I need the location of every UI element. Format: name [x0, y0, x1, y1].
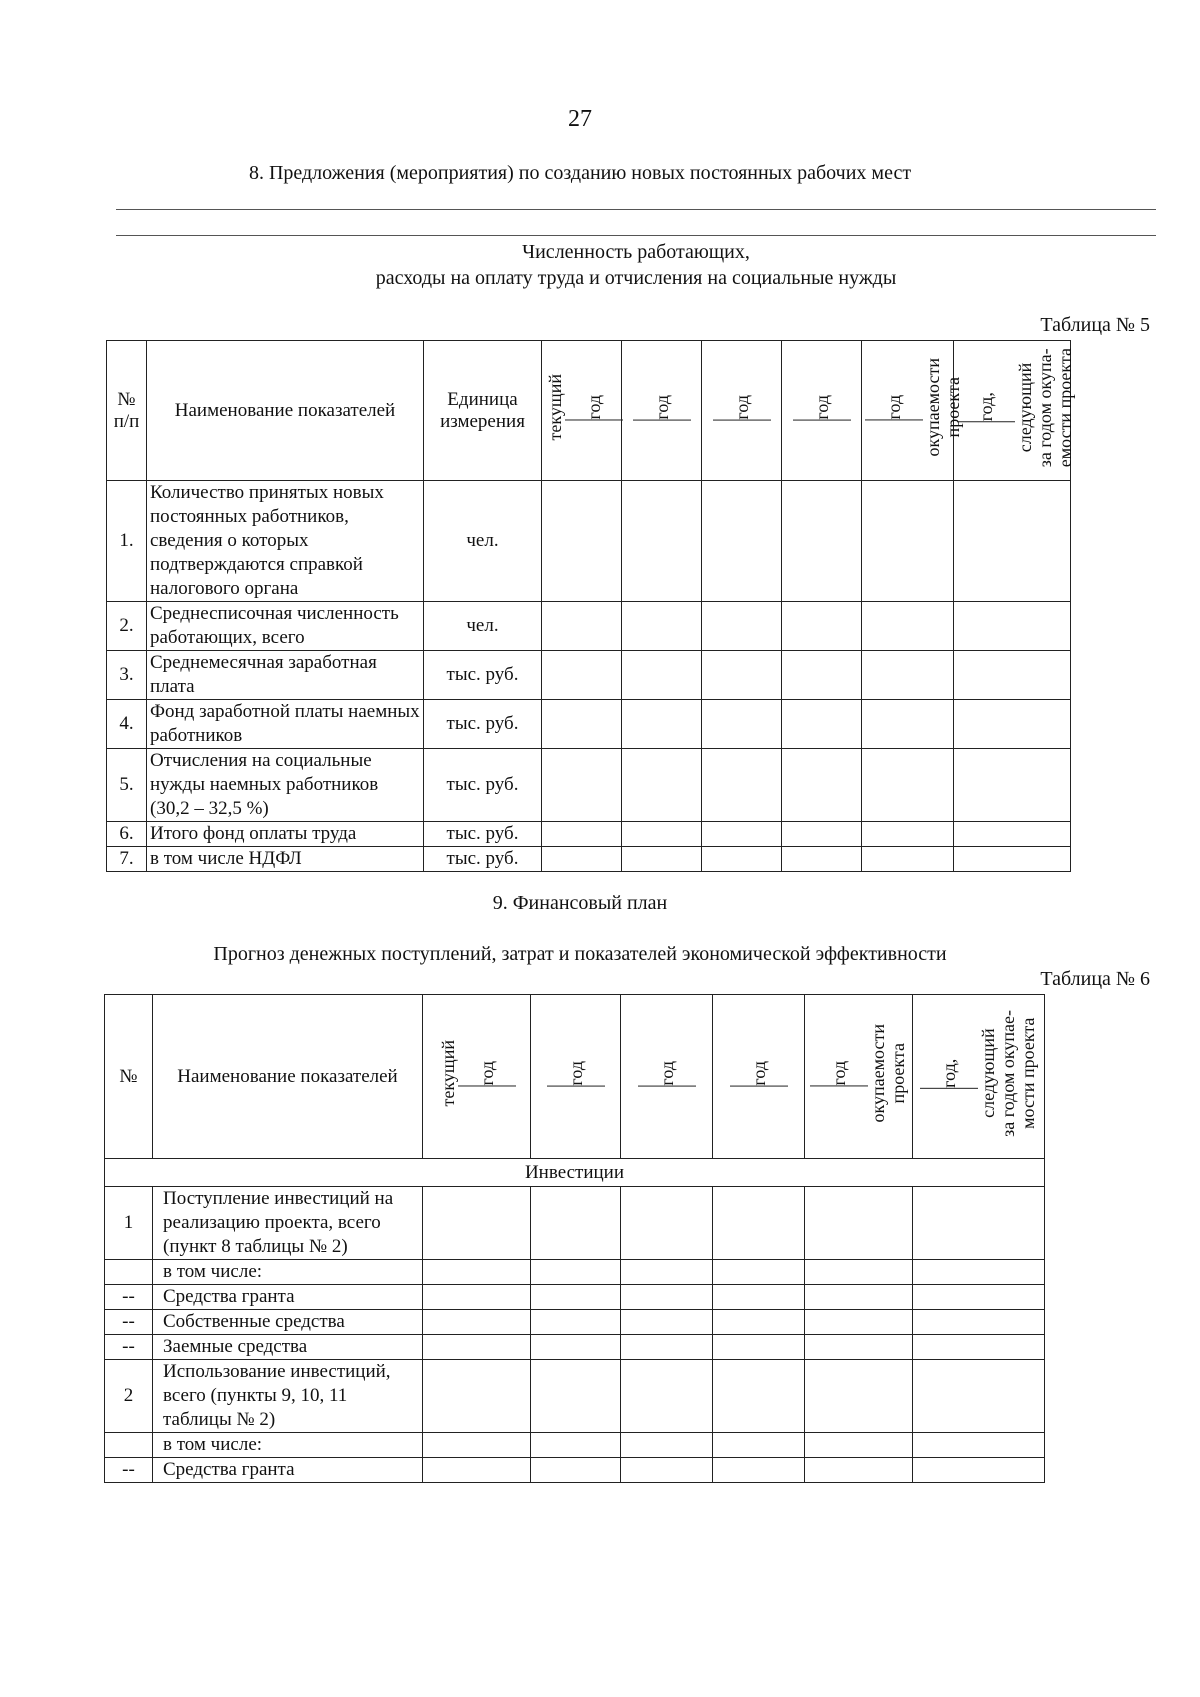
value-cell[interactable] [542, 847, 622, 872]
value-cell[interactable] [805, 1187, 913, 1260]
header-payback-project: проекта [887, 1043, 908, 1104]
value-cell[interactable] [713, 1260, 805, 1285]
value-cell[interactable] [954, 651, 1071, 700]
year-blank[interactable] [865, 419, 923, 420]
value-cell[interactable] [531, 1458, 621, 1483]
header-year-2 [531, 995, 621, 1159]
row-num: 6. [107, 822, 147, 847]
row-num: -- [105, 1458, 153, 1483]
row-num [105, 1433, 153, 1458]
table-row [105, 1310, 1045, 1335]
value-cell[interactable] [621, 1260, 713, 1285]
value-cell[interactable] [862, 700, 954, 749]
value-cell[interactable] [862, 481, 954, 602]
value-cell[interactable] [913, 1433, 1045, 1458]
row-num: -- [105, 1310, 153, 1335]
value-cell[interactable] [542, 602, 622, 651]
header-next-label-2: за годом окупае- [997, 1010, 1018, 1137]
header-next-year [913, 995, 1045, 1159]
value-cell[interactable] [782, 602, 862, 651]
value-cell[interactable] [805, 1310, 913, 1335]
row-name: Количество принятых новых постоянных работников, сведения о которых подтверждаются справкой налогового органа [147, 481, 424, 602]
value-cell[interactable] [542, 822, 622, 847]
value-cell[interactable] [702, 481, 782, 602]
header-next-year [954, 341, 1075, 481]
header-god-label: год [565, 1060, 586, 1086]
row-num: 4. [107, 700, 147, 749]
row-unit: чел. [424, 481, 542, 602]
row-name: Среднемесячная заработная плата [147, 651, 424, 700]
value-cell[interactable] [531, 1335, 621, 1360]
table-row [107, 749, 1071, 822]
table-row [105, 1458, 1045, 1483]
value-cell[interactable] [913, 1335, 1045, 1360]
value-cell[interactable] [782, 481, 862, 602]
value-cell[interactable] [805, 1360, 913, 1433]
table-5 [106, 340, 1075, 872]
row-unit: чел. [424, 602, 542, 651]
row-unit: тыс. руб. [424, 749, 542, 822]
table-6-caption: Прогноз денежных поступлений, затрат и показателей экономической эффективности [213, 943, 947, 965]
value-cell[interactable] [542, 651, 622, 700]
header-current-label: текущий [437, 1040, 458, 1107]
header-payback-year [862, 341, 963, 481]
group-investments: Инвестиции [105, 1159, 1045, 1187]
header-payback-god: год [884, 394, 904, 420]
header-god-label: год [748, 1060, 769, 1086]
value-cell[interactable] [913, 1187, 1045, 1260]
header-next-god: год, [938, 1058, 959, 1088]
value-cell[interactable] [423, 1260, 531, 1285]
row-name: Фонд заработной платы наемных работников [147, 700, 424, 749]
table-row [105, 1285, 1045, 1310]
value-cell[interactable] [423, 1335, 531, 1360]
row-num: 7. [107, 847, 147, 872]
row-name: в том числе НДФЛ [147, 847, 424, 872]
value-cell[interactable] [423, 1458, 531, 1483]
value-cell[interactable] [713, 1458, 805, 1483]
table-row [107, 651, 1071, 700]
fill-in-line-1 [116, 209, 1156, 210]
year-blank[interactable] [810, 1085, 868, 1086]
value-cell[interactable] [702, 700, 782, 749]
row-num: -- [105, 1335, 153, 1360]
row-unit: тыс. руб. [424, 700, 542, 749]
header-next-label-3: мости проекта [1017, 1017, 1038, 1130]
header-num: № п/п [107, 341, 147, 481]
value-cell[interactable] [531, 1360, 621, 1433]
value-cell[interactable] [531, 1285, 621, 1310]
value-cell[interactable] [542, 749, 622, 822]
row-num: 2 [105, 1360, 153, 1433]
header-name: Наименование показателей [147, 341, 424, 481]
value-cell[interactable] [805, 1458, 913, 1483]
header-year-3 [621, 995, 713, 1159]
value-cell[interactable] [862, 651, 954, 700]
row-name: Средства гранта [153, 1458, 423, 1483]
value-cell[interactable] [542, 700, 622, 749]
table-row [105, 1433, 1045, 1458]
value-cell[interactable] [621, 1433, 713, 1458]
value-cell[interactable] [713, 1310, 805, 1335]
header-name: Наименование показателей [153, 995, 423, 1159]
value-cell[interactable] [805, 1260, 913, 1285]
value-cell[interactable] [622, 602, 702, 651]
section-8-title: 8. Предложения (мероприятия) по созданию новых постоянных рабочих мест [248, 162, 912, 184]
value-cell[interactable] [782, 822, 862, 847]
value-cell[interactable] [531, 1260, 621, 1285]
table-row [107, 481, 1071, 602]
value-cell[interactable] [423, 1360, 531, 1433]
value-cell[interactable] [622, 481, 702, 602]
table-row [105, 1187, 1045, 1260]
header-next-label-3: емости проекта [1055, 347, 1075, 468]
value-cell[interactable] [862, 749, 954, 822]
value-cell[interactable] [954, 602, 1071, 651]
row-num [105, 1260, 153, 1285]
page-number: 27 [568, 106, 592, 132]
value-cell[interactable] [531, 1433, 621, 1458]
row-name: в том числе: [153, 1260, 423, 1285]
header-payback-label: окупаемости [867, 1024, 888, 1123]
value-cell[interactable] [805, 1335, 913, 1360]
fill-in-line-2 [116, 235, 1156, 236]
header-year-2 [622, 341, 702, 481]
row-name: Собственные средства [153, 1310, 423, 1335]
header-next-label: следующий [1015, 362, 1035, 453]
value-cell[interactable] [913, 1260, 1045, 1285]
value-cell[interactable] [954, 749, 1071, 822]
value-cell[interactable] [423, 1433, 531, 1458]
row-name: Отчисления на социальные нужды наемных работников (30,2 – 32,5 %) [147, 749, 424, 822]
header-current-year [542, 341, 622, 481]
row-name: Поступление инвестиций на реализацию проекта, всего (пункт 8 таблицы № 2) [153, 1187, 423, 1260]
value-cell[interactable] [531, 1310, 621, 1335]
value-cell[interactable] [954, 481, 1071, 602]
value-cell[interactable] [621, 1360, 713, 1433]
value-cell[interactable] [713, 1285, 805, 1310]
table-6 [104, 994, 1045, 1483]
value-cell[interactable] [702, 847, 782, 872]
header-next-label: следующий [977, 1028, 998, 1119]
row-num: 2. [107, 602, 147, 651]
table-row [107, 822, 1071, 847]
value-cell[interactable] [913, 1360, 1045, 1433]
value-cell[interactable] [702, 602, 782, 651]
header-year-4 [782, 341, 862, 481]
table-row [105, 1260, 1045, 1285]
header-god-label: год [731, 394, 752, 420]
value-cell[interactable] [862, 602, 954, 651]
row-num: 1 [105, 1187, 153, 1260]
row-name: Среднесписочная численность работающих, всего [147, 602, 424, 651]
value-cell[interactable] [622, 651, 702, 700]
value-cell[interactable] [622, 847, 702, 872]
table-row [105, 1335, 1045, 1360]
header-god-label: год [656, 1060, 677, 1086]
header-current-year [423, 995, 531, 1159]
header-payback-year [805, 995, 913, 1159]
row-num: 1. [107, 481, 147, 602]
value-cell[interactable] [862, 822, 954, 847]
header-year-3 [702, 341, 782, 481]
header-god-label: год [476, 1060, 497, 1086]
value-cell[interactable] [782, 700, 862, 749]
row-name: Использование инвестиций, всего (пункты 9, 10, 11 таблицы № 2) [153, 1360, 423, 1433]
row-num: 3. [107, 651, 147, 700]
value-cell[interactable] [531, 1187, 621, 1260]
value-cell[interactable] [862, 847, 954, 872]
value-cell[interactable] [954, 700, 1071, 749]
year-blank[interactable] [957, 422, 1015, 423]
row-unit: тыс. руб. [424, 822, 542, 847]
value-cell[interactable] [621, 1285, 713, 1310]
header-payback-label: окупаемости [923, 358, 943, 457]
row-name: Заемные средства [153, 1335, 423, 1360]
row-num: -- [105, 1285, 153, 1310]
table-row [107, 847, 1071, 872]
table-5-label: Таблица № 5 [1040, 314, 1150, 336]
value-cell[interactable] [622, 822, 702, 847]
header-next-label-2: за годом окупа- [1035, 348, 1055, 467]
table-5-caption-line-2: расходы на оплату труда и отчисления на социальные нужды [375, 267, 897, 289]
value-cell[interactable] [423, 1310, 531, 1335]
value-cell[interactable] [913, 1458, 1045, 1483]
value-cell[interactable] [954, 847, 1071, 872]
header-year-4 [713, 995, 805, 1159]
value-cell[interactable] [702, 651, 782, 700]
value-cell[interactable] [713, 1335, 805, 1360]
table-row [107, 700, 1071, 749]
header-num: № [105, 995, 153, 1159]
row-name: Средства гранта [153, 1285, 423, 1310]
value-cell[interactable] [622, 700, 702, 749]
value-cell[interactable] [702, 822, 782, 847]
value-cell[interactable] [423, 1187, 531, 1260]
header-unit: Единица измерения [424, 341, 542, 481]
value-cell[interactable] [621, 1187, 713, 1260]
value-cell[interactable] [805, 1433, 913, 1458]
value-cell[interactable] [782, 847, 862, 872]
header-payback-project: проекта [943, 377, 963, 438]
value-cell[interactable] [805, 1285, 913, 1310]
header-god-label: год [584, 394, 604, 420]
row-name: Итого фонд оплаты труда [147, 822, 424, 847]
row-num: 5. [107, 749, 147, 822]
value-cell[interactable] [621, 1310, 713, 1335]
table-6-header-row [105, 995, 1045, 1159]
header-god-label: год [651, 394, 672, 420]
value-cell[interactable] [713, 1187, 805, 1260]
value-cell[interactable] [713, 1433, 805, 1458]
value-cell[interactable] [621, 1335, 713, 1360]
value-cell[interactable] [913, 1285, 1045, 1310]
table-6-label: Таблица № 6 [1040, 968, 1150, 990]
table-5-caption-line-1: Численность работающих, [522, 241, 750, 263]
table-5-header-row [107, 341, 1071, 481]
row-unit: тыс. руб. [424, 651, 542, 700]
value-cell[interactable] [782, 749, 862, 822]
value-cell[interactable] [782, 651, 862, 700]
value-cell[interactable] [913, 1310, 1045, 1335]
section-9-title: 9. Финансовый план [492, 892, 668, 914]
value-cell[interactable] [423, 1285, 531, 1310]
row-name: в том числе: [153, 1433, 423, 1458]
row-unit: тыс. руб. [424, 847, 542, 872]
header-next-god: год, [976, 392, 996, 422]
table-row [105, 1360, 1045, 1433]
value-cell[interactable] [542, 481, 622, 602]
header-payback-god: год [828, 1060, 849, 1086]
header-current-label: текущий [545, 374, 565, 441]
table-row [107, 602, 1071, 651]
table-5-caption [116, 239, 1156, 291]
value-cell[interactable] [622, 749, 702, 822]
header-god-label: год [811, 394, 832, 420]
value-cell[interactable] [621, 1458, 713, 1483]
value-cell[interactable] [954, 822, 1071, 847]
group-row [105, 1159, 1045, 1187]
value-cell[interactable] [702, 749, 782, 822]
value-cell[interactable] [713, 1360, 805, 1433]
